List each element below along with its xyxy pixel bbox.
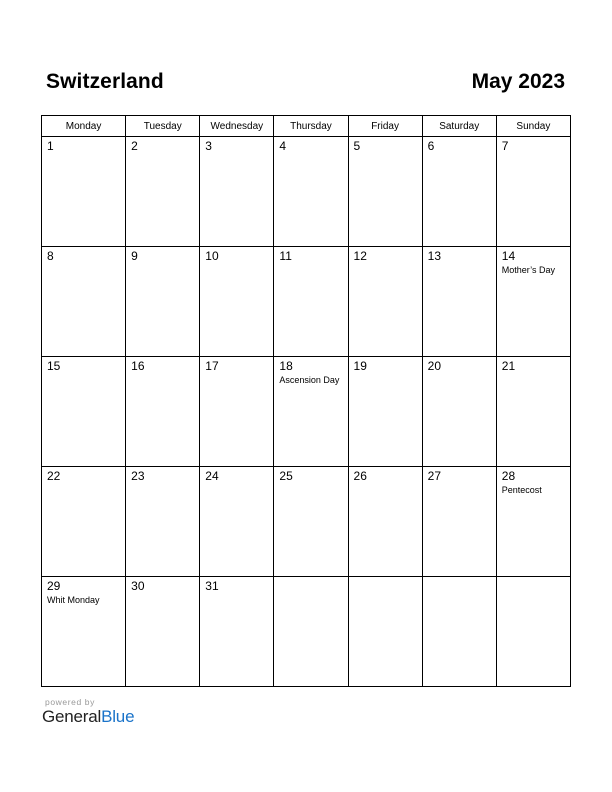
day-cell [496, 467, 570, 577]
day-number: 1 [47, 139, 54, 153]
day-number [423, 577, 496, 580]
day-cell [126, 577, 200, 687]
day-number: 20 [427, 359, 442, 373]
day-cell [200, 137, 274, 247]
day-cell [274, 137, 348, 247]
day-cell [496, 577, 570, 687]
day-number: 12 [353, 249, 367, 263]
weekday-header: Monday [42, 116, 126, 137]
day-cell [42, 137, 126, 247]
day-cell [348, 137, 422, 247]
day-number: 2 [131, 139, 138, 153]
day-number [349, 577, 422, 580]
day-number: 3 [205, 139, 212, 153]
day-cell [42, 467, 126, 577]
day-number: 22 [47, 469, 61, 483]
day-cell [496, 137, 570, 247]
day-number: 18 [279, 359, 293, 373]
week-row [42, 577, 571, 687]
day-cell [348, 357, 422, 467]
day-number: 5 [353, 139, 361, 153]
day-cell [496, 357, 570, 467]
day-number: 15 [47, 359, 61, 373]
day-cell [422, 577, 496, 687]
day-cell [422, 467, 496, 577]
day-number: 14 [501, 249, 516, 263]
day-number: 4 [279, 139, 287, 153]
day-number: 21 [501, 359, 516, 373]
day-number: 23 [131, 469, 145, 483]
day-number: 27 [427, 469, 442, 483]
day-cell [274, 357, 348, 467]
brand-general-text: General [42, 707, 102, 726]
day-number: 8 [47, 249, 54, 263]
month-year-title: May 2023 [471, 70, 565, 93]
day-cell [200, 247, 274, 357]
calendar-grid [41, 115, 571, 687]
weekday-header-row [42, 116, 571, 137]
day-number: 16 [131, 359, 145, 373]
day-cell [42, 357, 126, 467]
weekday-header: Wednesday [200, 116, 274, 137]
week-row [42, 357, 571, 467]
day-number: 6 [427, 139, 435, 153]
day-cell [200, 357, 274, 467]
day-number: 25 [279, 469, 293, 483]
weekday-header: Sunday [496, 116, 570, 137]
brand-blue-text: Blue [101, 707, 135, 726]
day-cell [126, 247, 200, 357]
weekday-header: Thursday [274, 116, 348, 137]
weekday-header: Saturday [422, 116, 496, 137]
powered-by-label: powered by [45, 697, 95, 707]
day-number: 10 [205, 249, 219, 263]
day-cell [126, 467, 200, 577]
weekday-header: Friday [348, 116, 422, 137]
footer-branding [42, 697, 134, 727]
day-cell [274, 467, 348, 577]
day-number: 17 [205, 359, 219, 373]
day-cell [274, 247, 348, 357]
holiday-label: Mother’s Day [501, 265, 555, 275]
day-cell [126, 137, 200, 247]
country-title: Switzerland [46, 70, 164, 93]
week-row [42, 247, 571, 357]
day-cell [348, 467, 422, 577]
holiday-label: Ascension Day [279, 375, 340, 385]
day-number: 24 [205, 469, 219, 483]
week-row [42, 467, 571, 577]
day-cell [274, 577, 348, 687]
day-cell [200, 467, 274, 577]
day-number: 26 [353, 469, 367, 483]
day-number: 31 [205, 579, 219, 593]
day-cell [348, 577, 422, 687]
day-cell [200, 577, 274, 687]
day-number: 30 [131, 579, 145, 593]
day-cell [422, 357, 496, 467]
day-cell [42, 577, 126, 687]
day-cell [42, 247, 126, 357]
week-row [42, 137, 571, 247]
weekday-header: Tuesday [126, 116, 200, 137]
day-number: 7 [501, 139, 509, 153]
day-number: 11 [279, 249, 292, 263]
holiday-label: Pentecost [501, 485, 542, 495]
day-number: 9 [131, 249, 138, 263]
day-cell [422, 247, 496, 357]
day-cell [348, 247, 422, 357]
day-number: 29 [47, 579, 61, 593]
holiday-label: Whit Monday [47, 595, 100, 605]
day-cell [126, 357, 200, 467]
day-number: 13 [427, 249, 442, 263]
generalblue-logo [42, 707, 134, 727]
day-number [497, 577, 570, 580]
day-cell [496, 247, 570, 357]
day-number: 19 [353, 359, 367, 373]
day-number [274, 577, 347, 580]
day-number: 28 [501, 469, 516, 483]
day-cell [422, 137, 496, 247]
